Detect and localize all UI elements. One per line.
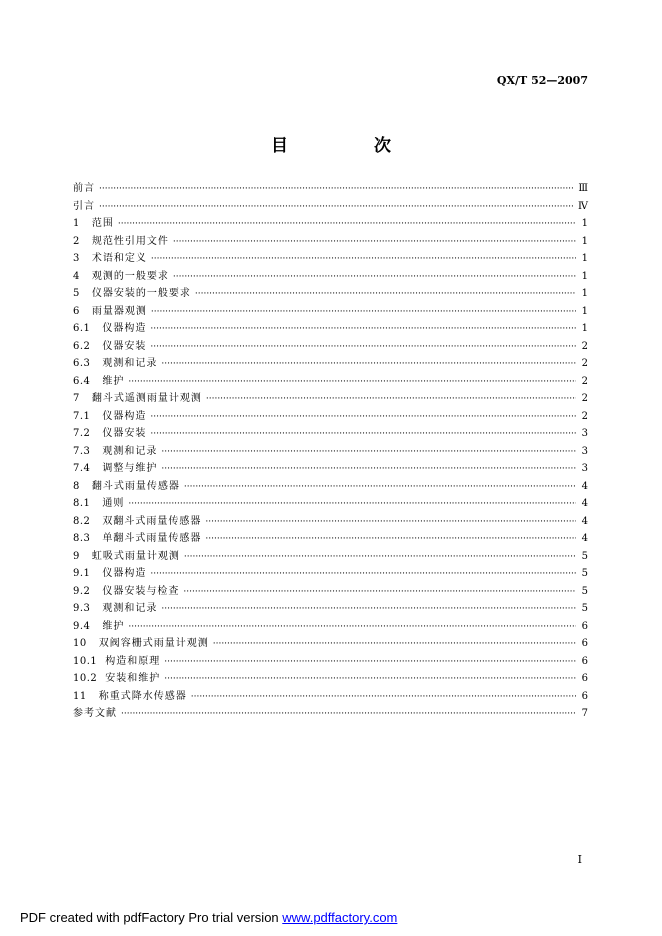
toc-entry-label (73, 670, 160, 688)
toc-entry[interactable] (73, 583, 588, 601)
toc-entry-number: 6.2 (73, 340, 91, 352)
toc-entry-page: 2 (581, 375, 588, 387)
toc-entry-page: Ⅲ (578, 183, 588, 194)
toc-entry-title: 参考文献 (73, 708, 117, 719)
toc-entry-label (73, 355, 157, 373)
page-number: I (577, 853, 582, 866)
toc-entry-label (73, 180, 95, 198)
toc-entry-title: 称重式降水传感器 (98, 690, 187, 702)
toc-entry[interactable] (73, 390, 588, 408)
toc-entry[interactable] (73, 495, 588, 513)
toc-entry-label (73, 600, 157, 618)
dot-leader (173, 234, 576, 252)
toc-entry-page: 6 (581, 655, 588, 667)
toc-entry-label (73, 373, 124, 391)
toc-entry[interactable] (73, 233, 588, 251)
toc-entry-page: 1 (581, 305, 588, 317)
dot-leader (150, 339, 576, 357)
toc-entry-number: 6.4 (73, 375, 91, 387)
toc-entry-title: 仪器构造 (102, 323, 147, 334)
toc-entry-number: 6.3 (73, 358, 91, 369)
dot-leader (161, 461, 576, 479)
footer-link[interactable]: www.pdffactory.com (282, 910, 398, 925)
toc-entry-number: 4 (73, 270, 80, 282)
toc-entry-number: 9.4 (73, 620, 91, 632)
toc-entry-title: 仪器安装 (102, 428, 147, 439)
toc-entry-label (73, 653, 160, 671)
toc-entry-page: 2 (581, 358, 588, 369)
toc-entry-label (73, 338, 146, 356)
toc-entry-label (73, 478, 180, 496)
toc-entry-page: 7 (581, 708, 588, 719)
toc-entry-title: 维护 (102, 375, 125, 387)
toc-entry-title: 维护 (102, 620, 125, 632)
toc-entry[interactable] (73, 268, 588, 286)
toc-entry[interactable] (73, 670, 588, 688)
dot-leader (164, 654, 576, 672)
toc-entry-title: 翻斗式遥测雨量计观测 (91, 393, 202, 404)
toc-entry-label (73, 198, 95, 216)
toc-entry-number: 9.2 (73, 585, 91, 597)
dot-leader (184, 479, 576, 497)
toc-entry-title: 雨量器观测 (91, 305, 147, 317)
toc-entry-page: 6 (581, 638, 588, 649)
toc-entry[interactable] (73, 635, 588, 653)
toc-entry-number: 3 (73, 253, 80, 264)
toc-entry-label (73, 565, 146, 583)
toc-entry-number: 7.2 (73, 428, 91, 439)
toc-entry-title: 调整与维护 (102, 463, 158, 474)
toc-entry[interactable] (73, 443, 588, 461)
toc-entry-page: 5 (581, 550, 588, 562)
toc-entry-number: 11 (73, 690, 87, 702)
toc-entry-number: 7.3 (73, 445, 91, 457)
dot-leader (161, 601, 576, 619)
toc-entry-number: 8.1 (73, 498, 91, 509)
toc-entry-title: 范围 (91, 218, 114, 229)
toc-entry-title: 仪器构造 (102, 568, 147, 579)
toc-entry[interactable] (73, 338, 588, 356)
toc-entry-page: 2 (581, 340, 588, 352)
toc-entry[interactable] (73, 653, 588, 671)
standard-code: QX/T 52—2007 (496, 74, 588, 87)
footer-text: PDF created with pdfFactory Pro trial version (20, 910, 283, 925)
toc-entry-label (73, 320, 146, 338)
toc-entry-page: 6 (581, 690, 588, 702)
dot-leader (150, 409, 576, 427)
toc-entry-label (73, 618, 124, 636)
dot-leader (99, 181, 574, 199)
toc-entry-number: 7 (73, 393, 80, 404)
dot-leader (206, 391, 576, 409)
toc-entry-title: 双翻斗式雨量传感器 (102, 515, 202, 527)
toc-entry-title: 观测和记录 (102, 603, 158, 614)
toc-entry-title: 翻斗式雨量传感器 (91, 480, 180, 492)
toc-entry-page: 5 (581, 603, 588, 614)
page-title: 目 次 (271, 136, 431, 156)
dot-leader (128, 374, 576, 392)
dot-leader (191, 689, 576, 707)
toc-entry-number: 10 (73, 638, 87, 649)
toc-entry-number: 7.4 (73, 463, 91, 474)
toc-entry-title: 构造和原理 (105, 655, 161, 667)
toc-entry-label (73, 460, 157, 478)
toc-entry-label (73, 215, 114, 233)
toc-entry-number: 8.2 (73, 515, 91, 527)
toc-entry-page: 3 (581, 463, 588, 474)
toc-entry[interactable] (73, 355, 588, 373)
toc-entry-number: 6 (73, 305, 80, 317)
toc-entry-number: 2 (73, 235, 80, 247)
toc-entry-page: 4 (581, 480, 588, 492)
toc-entry-label (73, 285, 191, 303)
toc-entry-label (73, 268, 169, 286)
toc-entry-title: 规范性引用文件 (91, 235, 169, 247)
toc-entry-label (73, 548, 180, 566)
dot-leader (195, 286, 576, 304)
toc-entry[interactable] (73, 215, 588, 233)
toc-entry[interactable] (73, 618, 588, 636)
toc-entry[interactable] (73, 408, 588, 426)
toc-entry[interactable] (73, 373, 588, 391)
toc-entry-label (73, 390, 202, 408)
dot-leader (121, 706, 576, 724)
toc-entry-number: 9 (73, 550, 80, 562)
toc-entry-label (73, 530, 201, 548)
toc-entry[interactable] (73, 478, 588, 496)
toc-entry-title: 仪器安装的一般要求 (91, 288, 191, 299)
toc-entry-page: 1 (581, 218, 588, 229)
toc-entry-title: 通则 (102, 498, 125, 509)
toc-entry-title: 虹吸式雨量计观测 (91, 550, 180, 562)
dot-leader (150, 566, 576, 584)
toc-entry[interactable] (73, 180, 588, 198)
dot-leader (205, 514, 576, 532)
dot-leader (173, 269, 576, 287)
toc-entry-label (73, 583, 179, 601)
toc-entry-page: 4 (581, 533, 588, 544)
toc-entry[interactable] (73, 530, 588, 548)
toc-entry-label (73, 705, 117, 723)
toc-entry[interactable] (73, 548, 588, 566)
toc-entry-page: 1 (581, 288, 588, 299)
toc-entry-number: 1 (73, 218, 80, 229)
toc-entry-number: 9.3 (73, 603, 91, 614)
toc-entry-label (73, 495, 124, 513)
toc-entry-title: 仪器构造 (102, 410, 147, 422)
dot-leader (161, 356, 576, 374)
toc-entry-page: 4 (581, 515, 588, 527)
toc-entry-number: 7.1 (73, 410, 91, 422)
toc-entry-label (73, 688, 187, 706)
toc-entry-label (73, 443, 157, 461)
toc-entry-number: 10.1 (73, 655, 98, 667)
toc-entry[interactable] (73, 565, 588, 583)
dot-leader (213, 636, 576, 654)
dot-leader (161, 444, 576, 462)
toc-entry[interactable] (73, 705, 588, 723)
toc-entry[interactable] (73, 513, 588, 531)
toc-entry-label (73, 513, 201, 531)
dot-leader (205, 531, 576, 549)
toc-entry-title: 前言 (73, 183, 95, 194)
toc-entry-title: 引言 (73, 200, 95, 212)
toc-entry-page: 6 (581, 620, 588, 632)
toc-entry-title: 仪器安装 (102, 340, 147, 352)
dot-leader (184, 549, 576, 567)
toc-entry-label (73, 635, 209, 653)
toc-entry-page: 5 (581, 585, 588, 597)
toc-entry-label (73, 303, 147, 321)
toc-entry-page: 3 (581, 445, 588, 457)
toc-entry-number: 8 (73, 480, 80, 492)
toc-entry[interactable] (73, 303, 588, 321)
toc-entry-page: 1 (581, 253, 588, 264)
toc-entry-label (73, 425, 146, 443)
table-of-contents (73, 180, 588, 723)
toc-entry[interactable] (73, 198, 588, 216)
toc-entry-page: Ⅳ (578, 200, 588, 212)
toc-entry[interactable] (73, 285, 588, 303)
toc-entry-page: 3 (581, 428, 588, 439)
toc-entry-title: 安装和维护 (105, 673, 161, 684)
toc-entry-page: 2 (581, 393, 588, 404)
toc-entry-title: 观测的一般要求 (91, 270, 169, 282)
toc-entry-number: 8.3 (73, 533, 91, 544)
toc-entry-number: 5 (73, 288, 80, 299)
toc-entry-title: 观测和记录 (102, 445, 158, 457)
toc-entry-label (73, 233, 169, 251)
toc-entry[interactable] (73, 250, 588, 268)
toc-entry-number: 10.2 (73, 673, 98, 684)
toc-entry[interactable] (73, 460, 588, 478)
toc-entry-number: 9.1 (73, 568, 91, 579)
dot-leader (164, 671, 576, 689)
dot-leader (99, 199, 574, 217)
toc-entry[interactable] (73, 320, 588, 338)
dot-leader (118, 216, 576, 234)
toc-entry-title: 术语和定义 (91, 253, 147, 264)
toc-entry-page: 1 (581, 235, 588, 247)
toc-entry-label (73, 250, 147, 268)
toc-entry-label (73, 408, 146, 426)
dot-leader (183, 584, 576, 602)
toc-entry[interactable] (73, 600, 588, 618)
dot-leader (151, 304, 576, 322)
dot-leader (128, 496, 576, 514)
toc-entry[interactable] (73, 425, 588, 443)
toc-entry-title: 双阀容栅式雨量计观测 (98, 638, 209, 649)
toc-entry-title: 单翻斗式雨量传感器 (102, 533, 202, 544)
toc-entry-page: 1 (581, 323, 588, 334)
toc-entry-page: 2 (581, 410, 588, 422)
dot-leader (150, 426, 576, 444)
dot-leader (128, 619, 576, 637)
toc-entry-page: 4 (581, 498, 588, 509)
pdf-footer (20, 910, 397, 925)
dot-leader (150, 321, 576, 339)
toc-entry-page: 5 (581, 568, 588, 579)
toc-entry-title: 观测和记录 (102, 358, 158, 369)
toc-entry-number: 6.1 (73, 323, 91, 334)
dot-leader (151, 251, 576, 269)
toc-entry-title: 仪器安装与检查 (102, 585, 180, 597)
toc-entry-page: 6 (581, 673, 588, 684)
toc-entry-page: 1 (581, 270, 588, 282)
toc-entry[interactable] (73, 688, 588, 706)
